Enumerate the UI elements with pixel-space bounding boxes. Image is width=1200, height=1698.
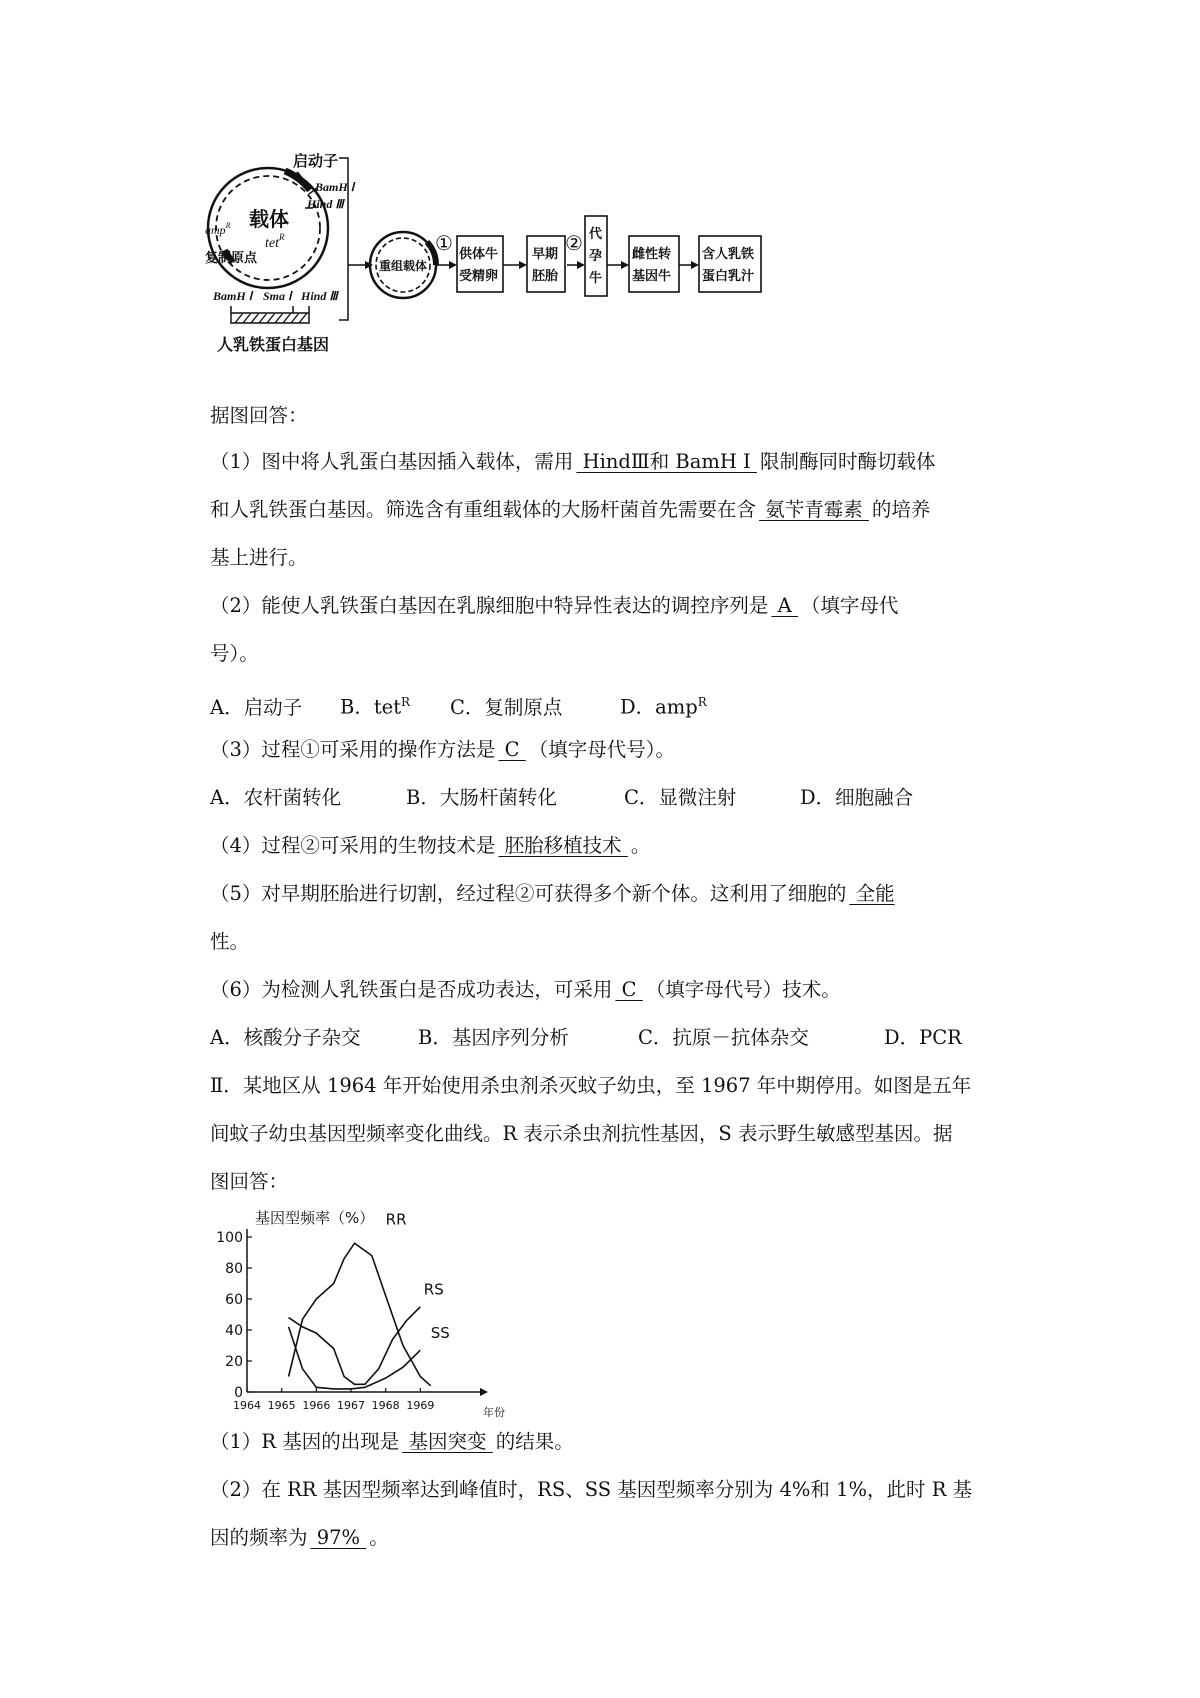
part2-q2-line1: （2）在 RR 基因型频率达到峰值时，RS、SS 基因型频率分别为 4%和 1%，此时 R 基	[210, 1478, 973, 1501]
step2-marker: ②	[565, 231, 583, 255]
part2-q1: （1）R 基因的出现是 基因突变 的结果。	[210, 1430, 574, 1453]
chart-x-tick-label: 1966	[302, 1399, 331, 1412]
chart-series-rr	[289, 1243, 431, 1386]
chart-series-label-ss: SS	[430, 1323, 450, 1342]
chart-x-tick-label: 1969	[406, 1399, 435, 1412]
bamhi-label: BamH Ⅰ	[315, 180, 355, 194]
box5-line2: 蛋白乳汁	[702, 269, 755, 284]
q3-option-c: C．显微注射	[624, 786, 737, 809]
q2-line2: 号）。	[210, 642, 259, 665]
q3-line1: （3）过程①可采用的操作方法是 C （填字母代号）。	[210, 738, 676, 761]
svg-text:tetR	[265, 232, 285, 251]
q2-options	[210, 688, 707, 722]
box2-line2: 胚胎	[532, 269, 559, 284]
box5-line1: 含人乳铁	[702, 247, 755, 262]
chart-y-tick-label: 80	[225, 1261, 243, 1277]
gene-hindiii-label: Hind Ⅲ	[301, 289, 338, 303]
vector-label: 载体	[249, 207, 289, 231]
part2-para-line3: 图回答：	[210, 1170, 289, 1193]
recombinant-label: 重组载体	[379, 259, 428, 273]
q5-line1: （5）对早期胚胎进行切割，经过程②可获得多个新个体。这利用了细胞的 全能	[210, 880, 898, 908]
gene-bamhi-label: BamH Ⅰ	[213, 289, 253, 303]
q4-line1: （4）过程②可采用的生物技术是 胚胎移植技术 。	[210, 834, 651, 857]
chart-x-arrow	[480, 1388, 488, 1396]
q3-option-d: D．细胞融合	[800, 786, 914, 809]
chart-x-tick-label: 1968	[371, 1399, 400, 1412]
q3-option-a: A．农杆菌转化	[210, 786, 342, 809]
chart-series-rs	[289, 1307, 421, 1385]
chart-y-tick-label: 100	[216, 1230, 243, 1246]
chart-y-tick-label: 60	[225, 1292, 243, 1308]
box4-line2: 基因牛	[632, 269, 672, 284]
tet-label: tet	[265, 236, 279, 251]
q3-answer: C	[498, 738, 526, 761]
gene-smai-label: Sma Ⅰ	[263, 289, 292, 303]
q6-answer: C	[615, 978, 643, 1001]
q4-answer: 胚胎移植技术	[498, 834, 628, 857]
promoter-label: 启动子	[293, 152, 339, 170]
chart-y-tick-label: 0	[234, 1385, 243, 1401]
q2-answer: A	[771, 594, 798, 617]
q1-line2: 和人乳铁蛋白基因。筛选含有重组载体的大肠杆菌首先需要在含 氨苄青霉素 的培养	[210, 498, 931, 521]
gene-label: 人乳铁蛋白基因	[217, 335, 330, 354]
chart-y-tick-label: 20	[225, 1354, 243, 1370]
q2-option-b: B．tet$^R$	[340, 695, 411, 719]
chart-series-label-rs: RS	[423, 1280, 444, 1299]
q1-answer-antibiotic: 氨苄青霉素	[759, 498, 869, 521]
box1-line1: 供体牛	[459, 247, 499, 262]
chart-xlabel: 年份	[483, 1406, 505, 1419]
chart-x-tick-label: 1965	[267, 1399, 296, 1412]
ori-label: 复制原点	[205, 251, 258, 266]
genotype-frequency-chart	[205, 1205, 515, 1425]
q6-option-c: C．抗原－抗体杂交	[638, 1026, 809, 1049]
part2-para-line1: Ⅱ．某地区从 1964 年开始使用杀虫剂杀灭蚊子幼虫，至 1967 年中期停用。如图是五年	[210, 1074, 972, 1097]
chart-y-tick-label: 40	[225, 1323, 243, 1339]
q5-answer: 全能	[849, 882, 895, 905]
chart-series-label-rr: RR	[385, 1210, 407, 1229]
q6-option-d: D．PCR	[884, 1026, 962, 1049]
box4-line1: 雌性转	[632, 247, 672, 262]
q2-option-a: A．启动子	[210, 695, 303, 719]
box1-line2: 受精卵	[459, 269, 499, 284]
chart-ylabel: 基因型频率（%）	[255, 1209, 375, 1227]
q1-answer-enzymes: HindⅢ和 BamH Ⅰ	[576, 450, 757, 473]
q6-line1: （6）为检测人乳铁蛋白是否成功表达，可采用 C （填字母代号）技术。	[210, 978, 841, 1001]
q6-option-b: B．基因序列分析	[418, 1026, 569, 1049]
q6-option-a: A．核酸分子杂交	[210, 1026, 361, 1049]
part1-intro: 据图回答：	[210, 404, 308, 427]
amp-sup: R	[225, 221, 231, 230]
part2-q1-answer: 基因突变	[402, 1430, 493, 1453]
q1-line3: 基上进行。	[210, 546, 308, 569]
box3-line1: 代	[589, 227, 603, 242]
q2-line1: （2）能使人乳铁蛋白基因在乳腺细胞中特异性表达的调控序列是 A （填字母代	[210, 594, 899, 617]
part2-q2-line2: 因的频率为 97% 。	[210, 1526, 389, 1549]
q2-option-d: D．amp$^R$	[620, 695, 707, 719]
chart-x-tick-label: 1967	[337, 1399, 365, 1412]
q6-options	[210, 1024, 962, 1052]
hindiii-label: Hind Ⅲ	[307, 197, 344, 211]
q2-option-c: C．复制原点	[450, 695, 563, 719]
q5-line2: 性。	[210, 930, 250, 953]
box3-line2: 孕	[589, 249, 603, 264]
step1-marker: ①	[435, 231, 453, 255]
box2-line1: 早期	[532, 247, 559, 262]
amp-label: amp	[205, 223, 226, 237]
q1-line1: （1）图中将人乳蛋白基因插入载体，需用 HindⅢ和 BamH Ⅰ 限制酶同时酶切载体	[210, 450, 936, 473]
gene-transfer-diagram	[205, 150, 810, 390]
tet-sup: R	[279, 232, 285, 242]
box3-line3: 牛	[589, 271, 603, 286]
chart-x-tick-label: 1964	[233, 1399, 261, 1412]
part2-q2-answer: 97%	[310, 1526, 367, 1549]
svg-text:ampR	[205, 221, 231, 237]
part2-para-line2: 间蚊子幼虫基因型频率变化曲线。R 表示杀虫剂抗性基因，S 表示野生敏感型基因。据	[210, 1122, 953, 1145]
q3-options	[210, 784, 913, 812]
q3-option-b: B．大肠杆菌转化	[406, 786, 557, 809]
